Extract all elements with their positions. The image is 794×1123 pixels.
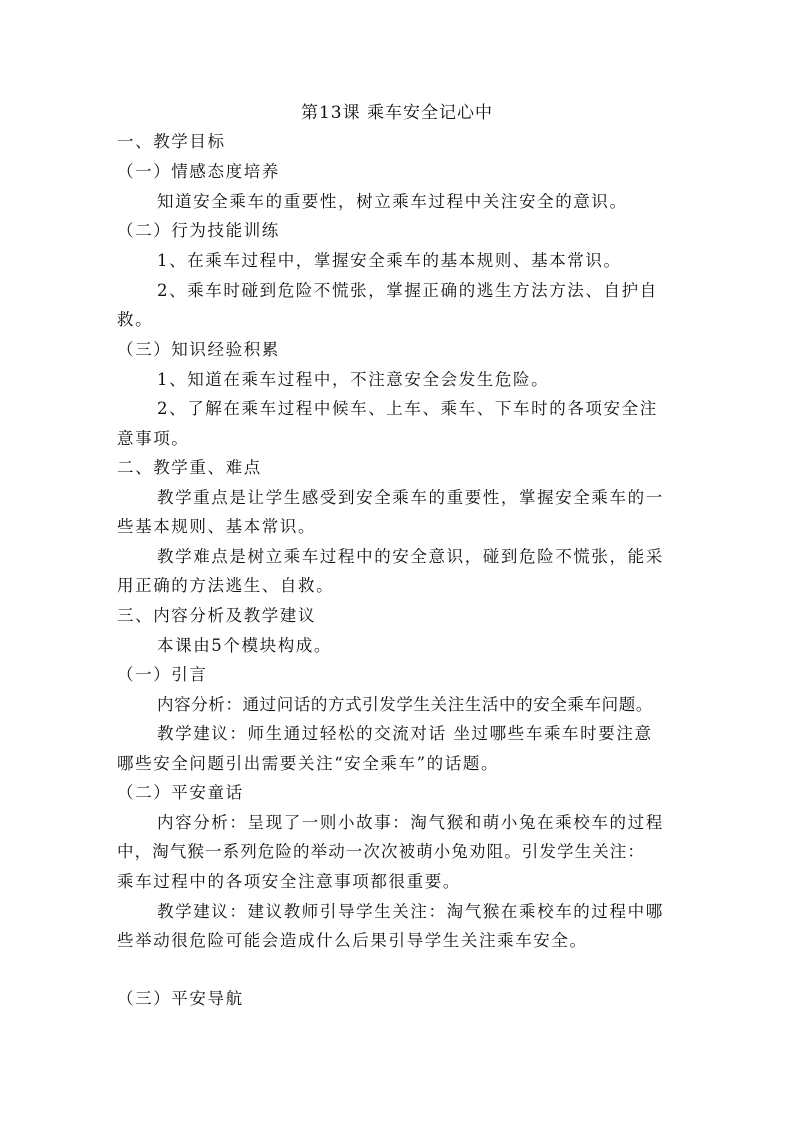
section-heading-content-analysis: 三、内容分析及教学建议 — [117, 606, 317, 625]
paragraph-line: 2、了解在乘车过程中候车、上车、乘车、下车时的各项安全注 — [157, 399, 658, 418]
subsection-heading-navigation: （三）平安导航 — [117, 989, 244, 1008]
paragraph-line: 意事项。 — [117, 429, 190, 448]
paragraph-line: 教学建议：建议教师引导学生关注：淘气猴在乘校车的过程中哪 — [157, 902, 664, 921]
subsection-heading-attitude: （一）情感态度培养 — [117, 162, 280, 181]
paragraph-line: 些举动很危险可能会造成什么后果引导学生关注乘车安全。 — [117, 931, 588, 950]
paragraph-line: 1、在乘车过程中，掌握安全乘车的基本规则、基本常识。 — [157, 251, 622, 270]
section-heading-teaching-goals: 一、教学目标 — [117, 132, 226, 151]
paragraph-line: 乘车过程中的各项安全注意事项都很重要。 — [117, 872, 461, 891]
paragraph-line: 用正确的方法逃生、自救。 — [117, 576, 335, 595]
subsection-heading-skills: （二）行为技能训练 — [117, 221, 280, 240]
paragraph-line: 中，淘气猴一系列危险的举动一次次被萌小兔劝阻。引发学生关注： — [117, 842, 645, 861]
paragraph-line: 教学建议：师生通过轻松的交流对话 坐过哪些车乘车时要注意 — [157, 724, 653, 743]
subsection-heading-knowledge: （三）知识经验积累 — [117, 340, 280, 359]
subsection-heading-story: （二）平安童话 — [117, 783, 244, 802]
lesson-title: 第13课 乘车安全记心中 — [300, 103, 494, 123]
paragraph-line: 些基本规则、基本常识。 — [117, 517, 317, 536]
paragraph-line: 救。 — [117, 310, 154, 329]
paragraph-line: 教学重点是让学生感受到安全乘车的重要性，掌握安全乘车的一 — [157, 488, 664, 507]
paragraph-line: 内容分析：呈现了一则小故事：淘气猴和萌小兔在乘校车的过程 — [157, 813, 664, 832]
paragraph-line: 教学难点是树立乘车过程中的安全意识，碰到危险不慌张，能采 — [157, 547, 664, 566]
paragraph-line: 本课由5个模块构成。 — [157, 636, 332, 655]
paragraph-line: 1、知道在乘车过程中，不注意安全会发生危险。 — [157, 370, 550, 389]
paragraph-line: 知道安全乘车的重要性，树立乘车过程中关注安全的意识。 — [157, 192, 628, 211]
section-heading-key-points: 二、教学重、难点 — [117, 458, 262, 477]
paragraph-line: 哪些安全问题引出需要关注“安全乘车”的话题。 — [117, 754, 500, 773]
subsection-heading-intro: （一）引言 — [117, 665, 208, 684]
paragraph-line: 2、乘车时碰到危险不慌张，掌握正确的逃生方法方法、自护自 — [157, 281, 658, 300]
paragraph-line: 内容分析：通过问话的方式引发学生关注生活中的安全乘车问题。 — [157, 695, 653, 714]
